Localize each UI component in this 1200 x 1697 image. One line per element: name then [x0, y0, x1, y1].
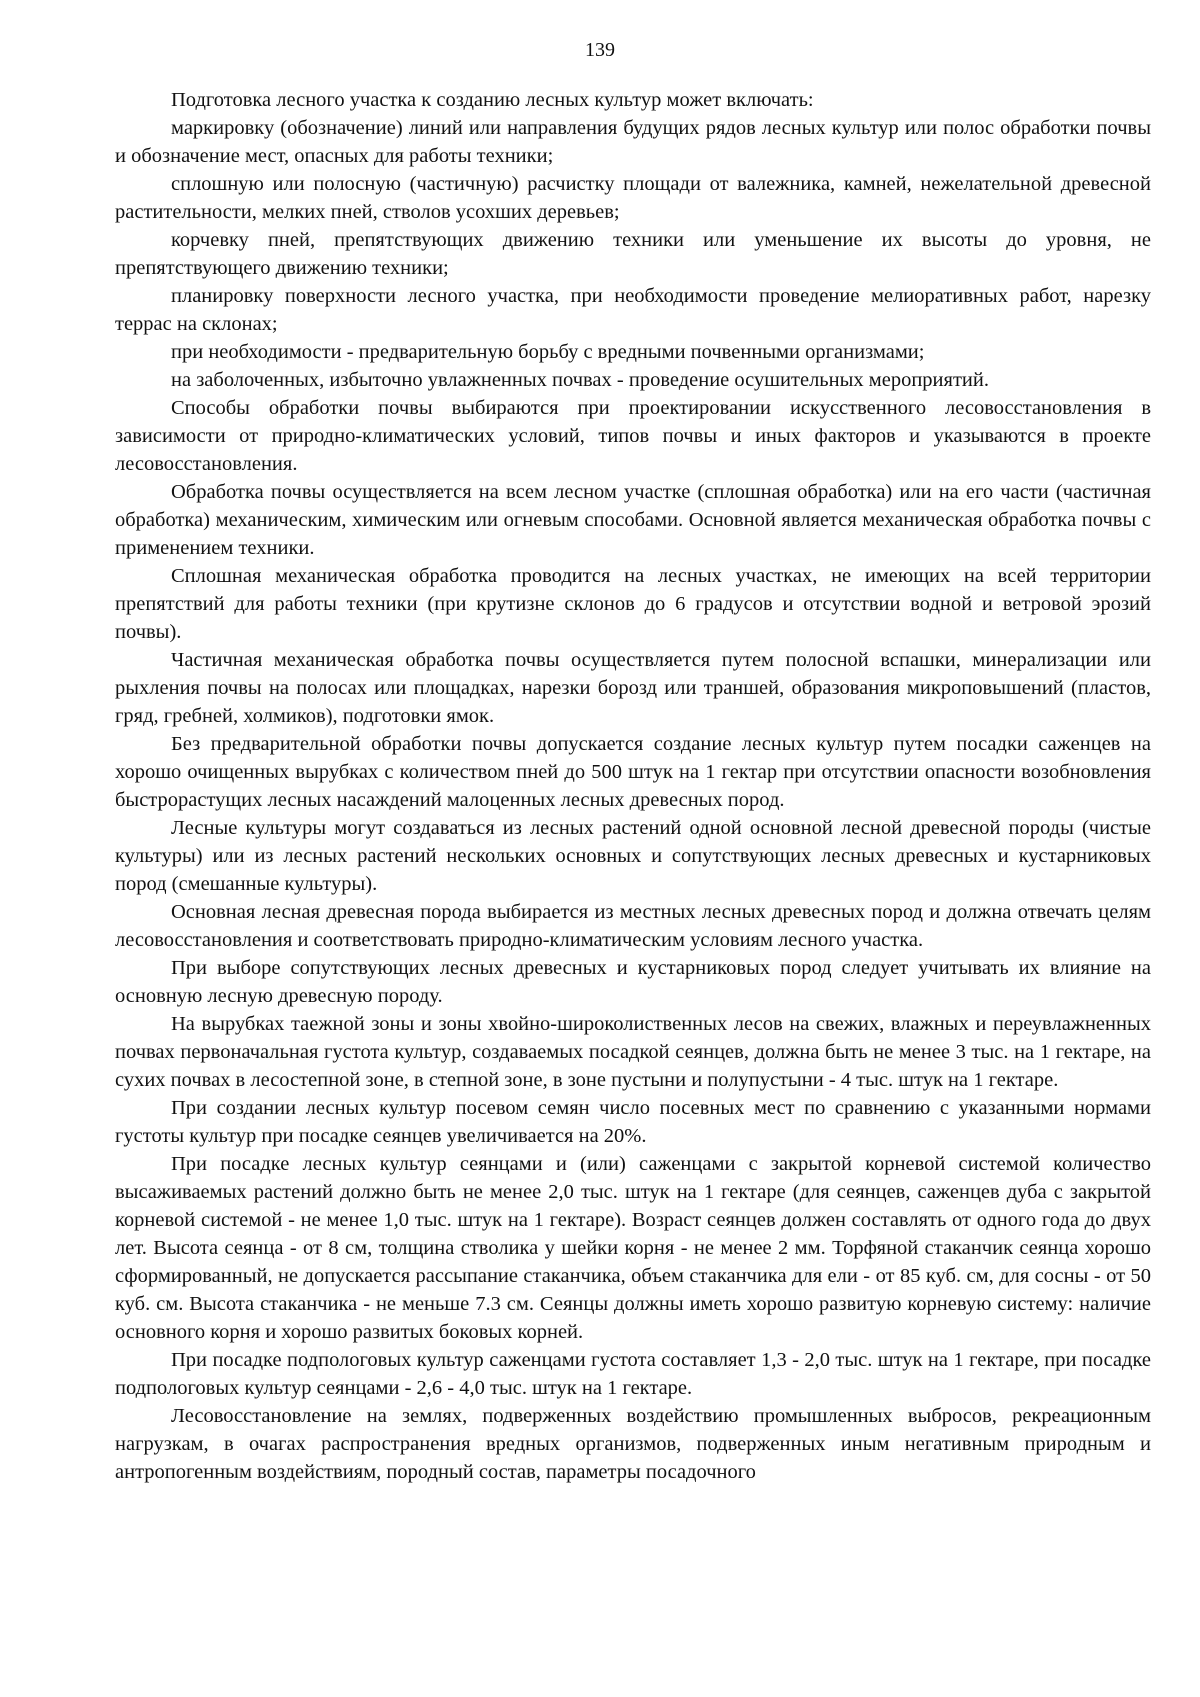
paragraph-affected-lands: Лесовосстановление на землях, подверженных воздействию промышленных выбросов, рекреационным нагрузкам, в очагах распространения вредных организмов, подверженных иным негативным природным и антропогенным воздействиям, породный состав, параметры посадочного: [115, 1405, 1151, 1483]
paragraph-pest-control: при необходимости - предварительную борьбу с вредными почвенными организмами;: [171, 341, 925, 363]
paragraph-soil-treatment: Обработка почвы осуществляется на всем лесном участке (сплошная обработка) или на его части (частичная обработка) механическим, химическим или огневым способами. Основной является механическая обработка почвы с применением техники.: [115, 481, 1151, 559]
paragraph-initial-density: На вырубках таежной зоны и зоны хвойно-широколиственных лесов на свежих, влажных и переувлажненных почвах первоначальная густота культур, создаваемых посадкой сеянцев, должна быть не менее 3 тыс. на 1 гектаре, на сухих почвах в лесостепной зоне, в степной зоне, в зоне пустыни и полупустыни - 4 тыс. штук на 1 гектаре.: [115, 1013, 1151, 1091]
paragraph-underplanting: При посадке подпологовых культур саженцами густота составляет 1,3 - 2,0 тыс. штук на 1 гектаре, при посадке подпологовых культур сеянцами - 2,6 - 4,0 тыс. штук на 1 гектаре.: [115, 1349, 1151, 1399]
paragraph-soil-methods: Способы обработки почвы выбираются при проектировании искусственного лесовосстановления в зависимости от природно-климатических условий, типов почвы и иных факторов и указываются в проекте лесовосстановления.: [115, 397, 1151, 475]
paragraph-no-treatment: Без предварительной обработки почвы допускается создание лесных культур путем посадки саженцев на хорошо очищенных вырубках с количеством пней до 500 штук на 1 гектар при отсутствии опасности возобновления быстрорастущих лесных насаждений малоценных лесных древесных пород.: [115, 733, 1151, 811]
paragraph-pure-mixed-cultures: Лесные культуры могут создаваться из лесных растений одной основной лесной древесной породы (чистые культуры) или из лесных растений нескольких основных и сопутствующих лесных древесных и кустарниковых пород (смешанные культуры).: [115, 817, 1151, 895]
paragraph-partial-treatment: Частичная механическая обработка почвы осуществляется путем полосной вспашки, минерализации или рыхления почвы на полосах или площадках, нарезки борозд или траншей, образования микроповышений (пластов, гряд, гребней, холмиков), подготовки ямок.: [115, 649, 1151, 727]
paragraph-closed-root-system: При посадке лесных культур сеянцами и (или) саженцами с закрытой корневой системой количество высаживаемых растений должно быть не менее 2,0 тыс. штук на 1 гектаре (для сеянцев, саженцев дуба с закрытой корневой системой - не менее 1,0 тыс. штук на 1 гектаре). Возраст сеянцев должен составлять от одного года до двух лет. Высота сеянца - от 8 см, толщина стволика у шейки корня - не менее 2 мм. Торфяной стаканчик сеянца хорошо сформированный, не допускается рассыпание стаканчика, объем стаканчика для ели - от 85 куб. см, для сосны - от 50 куб. см. Высота стаканчика - не меньше 7.3 см. Сеянцы должны иметь хорошо развитую корневую систему: наличие основного корня и хорошо развитых боковых корней.: [115, 1153, 1151, 1343]
paragraph-drainage: на заболоченных, избыточно увлажненных почвах - проведение осушительных мероприятий.: [171, 369, 989, 391]
page-number: 139: [585, 39, 615, 61]
paragraph-stump-removal: корчевку пней, препятствующих движению техники или уменьшение их высоты до уровня, не препятствующего движению техники;: [115, 229, 1151, 279]
paragraph-site-preparation-intro: Подготовка лесного участка к созданию лесных культур может включать:: [171, 89, 814, 111]
paragraph-full-treatment: Сплошная механическая обработка проводится на лесных участках, не имеющих на всей территории препятствий для работы техники (при крутизне склонов до 6 градусов и отсутствии водной и ветровой эрозий почвы).: [115, 565, 1151, 643]
paragraph-clearing: сплошную или полосную (частичную) расчистку площади от валежника, камней, нежелательной древесной растительности, мелких пней, стволов усохших деревьев;: [115, 173, 1151, 223]
paragraph-seeding-density: При создании лесных культур посевом семян число посевных мест по сравнению с указанными нормами густоты культур при посадке сеянцев увеличивается на 20%.: [115, 1097, 1151, 1147]
paragraph-main-species: Основная лесная древесная порода выбирается из местных лесных древесных пород и должна отвечать целям лесовосстановления и соответствовать природно-климатическим условиям лесного участка.: [115, 901, 1151, 951]
paragraph-accompanying-species: При выборе сопутствующих лесных древесных и кустарниковых пород следует учитывать их влияние на основную лесную древесную породу.: [115, 957, 1151, 1007]
paragraph-marking: маркировку (обозначение) линий или направления будущих рядов лесных культур или полос обработки почвы и обозначение мест, опасных для работы техники;: [115, 117, 1151, 167]
body-text: [115, 86, 1151, 1486]
paragraph-surface-planning: планировку поверхности лесного участка, при необходимости проведение мелиоративных работ, нарезку террас на склонах;: [115, 285, 1151, 335]
